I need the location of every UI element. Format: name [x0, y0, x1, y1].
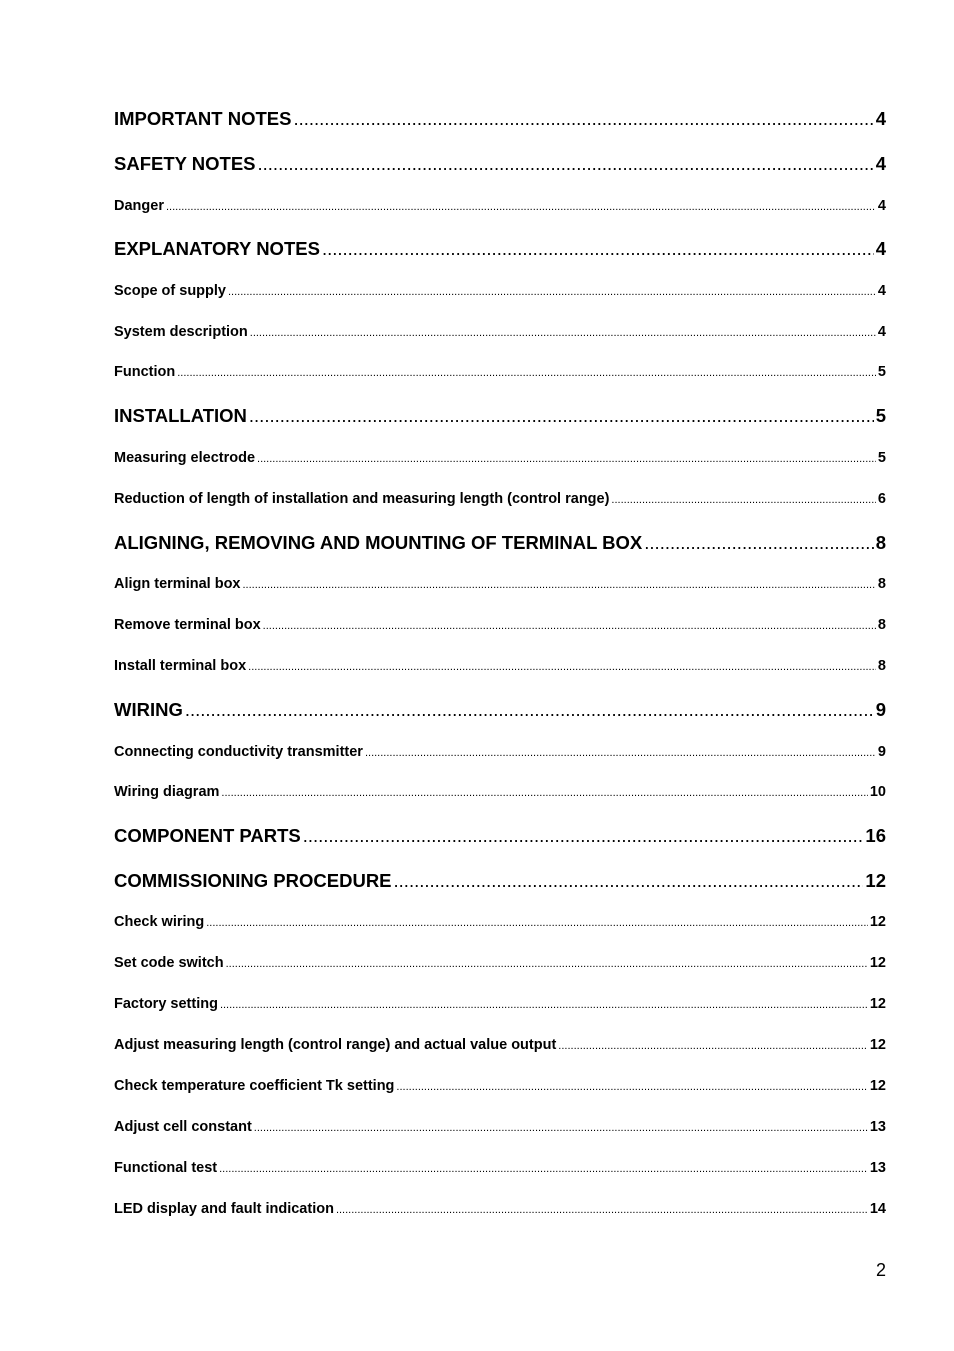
toc-entry-page: 9	[877, 744, 886, 760]
toc-leader-dots	[293, 108, 873, 130]
toc-entry	[114, 825, 886, 847]
toc-entry-title: Check temperature coefficient Tk setting	[114, 1078, 395, 1094]
toc-entry-page: 12	[869, 955, 886, 971]
toc-entry	[114, 1119, 886, 1135]
toc-entry-page: 8	[877, 576, 886, 592]
toc-entry-page: 4	[875, 238, 886, 259]
toc-leader-dots	[558, 1040, 868, 1052]
toc-entry	[114, 238, 886, 260]
toc-entry	[114, 744, 886, 760]
toc-entry-title: Scope of supply	[114, 283, 226, 299]
toc-entry-page: 4	[875, 108, 886, 129]
toc-entry	[114, 699, 886, 721]
toc-entry-title: SAFETY NOTES	[114, 153, 256, 174]
toc-entry-title: Install terminal box	[114, 658, 247, 674]
toc-leader-dots	[166, 201, 876, 213]
toc-entry-title: Wiring diagram	[114, 784, 220, 800]
toc-entry-title: COMMISSIONING PROCEDURE	[114, 870, 392, 891]
toc-leader-dots	[336, 1204, 868, 1216]
toc-entry	[114, 1160, 886, 1176]
toc-entry	[114, 576, 886, 592]
toc-leader-dots	[644, 532, 873, 554]
toc-entry	[114, 405, 886, 427]
toc-entry-title: Adjust measuring length (control range) and actual value output	[114, 1037, 557, 1053]
toc-entry	[114, 198, 886, 214]
toc-entry-page: 5	[877, 450, 886, 466]
toc-entry-title: Reduction of length of installation and measuring length (control range)	[114, 491, 610, 507]
toc-entry-page: 5	[875, 405, 886, 426]
toc-entry-title: Danger	[114, 198, 164, 214]
toc-entry	[114, 491, 886, 507]
toc-entry-page: 13	[869, 1119, 886, 1135]
toc-entry-page: 16	[865, 825, 886, 846]
toc-entry	[114, 996, 886, 1012]
toc-leader-dots	[206, 917, 868, 929]
toc-entry-page: 12	[869, 1037, 886, 1053]
toc-entry-title: ALIGNING, REMOVING AND MOUNTING OF TERMINAL BOX	[114, 532, 643, 553]
toc-entry-title: System description	[114, 324, 248, 340]
toc-entry	[114, 955, 886, 971]
toc-leader-dots	[243, 579, 876, 591]
toc-entry	[114, 108, 886, 130]
toc-entry-page: 12	[869, 914, 886, 930]
toc-leader-dots	[249, 405, 874, 427]
toc-leader-dots	[394, 870, 864, 892]
toc-entry	[114, 450, 886, 466]
toc-leader-dots	[228, 286, 876, 298]
toc-entry-title: Align terminal box	[114, 576, 241, 592]
toc-entry-page: 5	[877, 364, 886, 380]
toc-entry-title: Check wiring	[114, 914, 205, 930]
toc-leader-dots	[226, 958, 868, 970]
toc-leader-dots	[254, 1122, 868, 1134]
toc-leader-dots	[220, 999, 868, 1011]
toc-entry-page: 12	[869, 1078, 886, 1094]
toc-entry	[114, 870, 886, 892]
toc-entry-page: 4	[877, 324, 886, 340]
page-number: 2	[876, 1260, 887, 1280]
toc-leader-dots	[257, 453, 876, 465]
toc-entry-page: 8	[877, 658, 886, 674]
toc-entry-page: 14	[869, 1201, 886, 1217]
toc-leader-dots	[221, 787, 867, 799]
toc-leader-dots	[322, 238, 874, 260]
toc-entry-title: INSTALLATION	[114, 405, 247, 426]
toc-entry	[114, 1037, 886, 1053]
toc-leader-dots	[303, 825, 864, 847]
toc-entry	[114, 364, 886, 380]
toc-entry	[114, 617, 886, 633]
toc-entry	[114, 324, 886, 340]
toc-entry-title: WIRING	[114, 699, 183, 720]
toc-entry-title: Measuring electrode	[114, 450, 256, 466]
toc-entry-page: 4	[875, 153, 886, 174]
toc-entry-page: 10	[869, 784, 886, 800]
toc-leader-dots	[248, 661, 876, 673]
toc-entry-page: 9	[875, 699, 886, 720]
toc-leader-dots	[185, 699, 874, 721]
toc-entry-title: Adjust cell constant	[114, 1119, 252, 1135]
toc-entry	[114, 532, 886, 554]
toc-entry-title: Function	[114, 364, 176, 380]
toc-entry-page: 8	[875, 532, 886, 553]
toc-leader-dots	[365, 747, 876, 759]
toc-entry-page: 4	[877, 198, 886, 214]
toc-entry-page: 6	[877, 491, 886, 507]
toc-entry-page: 8	[877, 617, 886, 633]
toc-entry-page: 12	[869, 996, 886, 1012]
toc-leader-dots	[177, 367, 876, 379]
toc-entry-title: Factory setting	[114, 996, 218, 1012]
toc-entry-title: Connecting conductivity transmitter	[114, 744, 363, 760]
toc-entry-title: Set code switch	[114, 955, 224, 971]
toc-entry-page: 13	[869, 1160, 886, 1176]
toc-entry-title: COMPONENT PARTS	[114, 825, 301, 846]
toc-entry	[114, 1078, 886, 1094]
toc-entry	[114, 658, 886, 674]
toc-entry	[114, 283, 886, 299]
toc-entry	[114, 1201, 886, 1217]
toc-leader-dots	[263, 620, 876, 632]
toc-leader-dots	[258, 153, 874, 175]
toc-entry	[114, 784, 886, 800]
toc-entry-title: IMPORTANT NOTES	[114, 108, 292, 129]
toc-leader-dots	[396, 1081, 867, 1093]
toc-entry	[114, 914, 886, 930]
toc-entry-title: Functional test	[114, 1160, 218, 1176]
toc-leader-dots	[219, 1163, 868, 1175]
toc-entry-title: Remove terminal box	[114, 617, 261, 633]
toc-entry-title: LED display and fault indication	[114, 1201, 334, 1217]
toc-entry	[114, 153, 886, 175]
toc-entry-page: 4	[877, 283, 886, 299]
toc-entry-title: EXPLANATORY NOTES	[114, 238, 320, 259]
toc-leader-dots	[250, 327, 876, 339]
toc-entry-page: 12	[865, 870, 886, 891]
toc-leader-dots	[611, 494, 876, 506]
